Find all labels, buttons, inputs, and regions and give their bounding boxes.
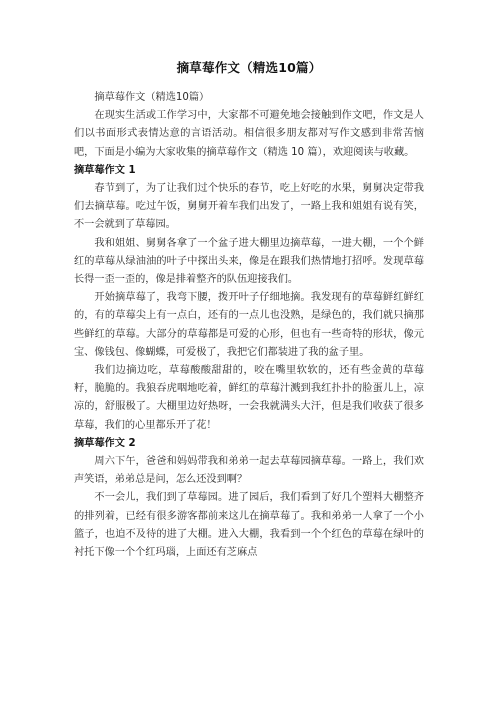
document-page <box>74 60 424 562</box>
section-heading: 摘草莓作文 1 <box>74 164 136 176</box>
body-paragraph: 周六下午，爸爸和妈妈带我和弟弟一起去草莓园摘草莓。一路上，我们欢声笑语，弟弟总是问，怎么还没到啊？ <box>74 456 424 486</box>
section-heading: 摘草莓作文 2 <box>74 437 136 449</box>
body-paragraph: 春节到了，为了让我们过个快乐的春节，吃上好吃的水果，舅舅决定带我们去摘草莓。吃过午饭，舅舅开着车我们出发了，一路上我和姐姐有说有笑，不一会就到了草莓园。 <box>74 183 424 231</box>
body-paragraph: 我们边摘边吃，草莓酸酸甜甜的，咬在嘴里软软的，还有些金黄的草莓籽，脆脆的。我狼吞虎咽地吃着，鲜红的草莓汁溅到我红扑扑的脸蛋儿上，凉凉的，舒服极了。大棚里边好热呀，一会我就满头大汗，但是我们收获了很多草莓，我们的心里都乐开了花！ <box>74 365 424 431</box>
body-paragraph: 我和姐姐、舅舅各拿了一个盆子进大棚里边摘草莓，一进大棚，一个个鲜红的草莓从绿油油的叶子中探出头来，像是在跟我们热情地打招呼。发现草莓长得一歪一歪的，像是排着整齐的队伍迎接我们。 <box>74 237 424 286</box>
body-paragraph: 开始摘草莓了，我弯下腰，拨开叶子仔细地摘。我发现有的草莓鲜红鲜红的，有的草莓尖上有一点白，还有的一点儿也没熟，是绿色的，我们就只摘那些鲜红的草莓。大部分的草莓都是可爱的心形，但也有一些奇特的形状，像元宝、像钱包、像蝴蝶，可爱极了，我把它们都装进了我的盆子里。 <box>74 292 424 358</box>
body-paragraph: 不一会儿，我们到了草莓园。进了园后，我们看到了好几个塑料大棚整齐的排列着，已经有很多游客都前来这儿在摘草莓了。我和弟弟一人拿了一个小篮子，也迫不及待的进了大棚。进入大棚，我看到一个个红色的草莓在绿叶的衬托下像一个个红玛瑙，上面还有芝麻点 <box>74 492 424 559</box>
intro-paragraph: 在现实生活或工作学习中，大家都不可避免地会接触到作文吧，作文是人们以书面形式表情达意的言语活动。相信很多朋友都对写作文感到非常苦恼吧，下面是小编为大家收集的摘草莓作文（精选 10 篇），欢迎阅读与收藏。 <box>74 110 424 158</box>
document-subtitle: 摘草莓作文（精选10篇） <box>94 92 210 103</box>
document-title: 摘草莓作文（精选10篇） <box>176 60 322 75</box>
